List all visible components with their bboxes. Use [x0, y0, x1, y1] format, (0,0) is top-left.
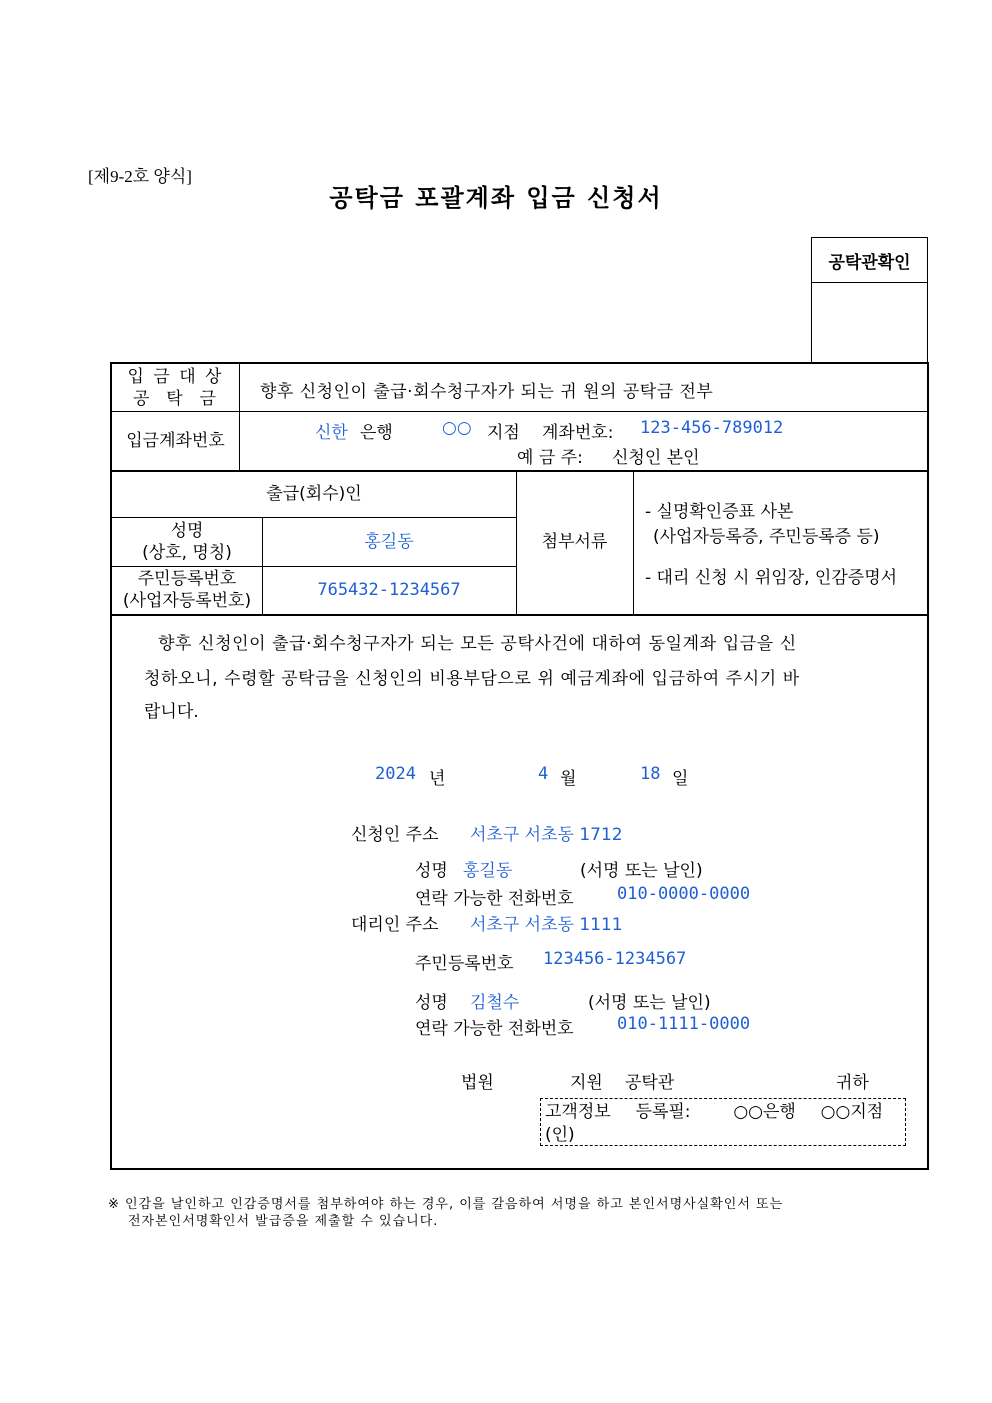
date-year: 2024 — [375, 764, 416, 784]
officer-confirm-label: 공탁관확인 — [812, 238, 927, 283]
footnote — [108, 1196, 908, 1230]
account-holder-label: 예 금 주: — [517, 448, 583, 468]
form-number: [제9-2호 양식] — [88, 167, 192, 186]
applicant-phone-label: 연락 가능한 전화번호 — [415, 889, 574, 909]
applicant-name: 홍길동 — [463, 861, 513, 881]
application-form-table — [110, 362, 929, 1170]
addressee-officer: 공탁관 — [625, 1073, 675, 1093]
branch-name: ○○ — [442, 418, 472, 438]
applicant-sign-note: (서명 또는 날인) — [580, 861, 703, 881]
agent-phone: 010-1111-0000 — [617, 1014, 751, 1034]
payee-name: 홍길동 — [364, 531, 414, 552]
stamp-line1-a: 고객정보 — [545, 1102, 611, 1122]
deposit-target-label — [112, 364, 239, 411]
body-line2: 청하오니, 수령할 공탁금을 신청인의 비용부담으로 위 예금계좌에 입금하여 주시기 바 — [144, 669, 800, 689]
agent-address: 서초구 서초동 1111 — [470, 915, 623, 935]
stamp-line1-d: ○○지점 — [820, 1102, 884, 1122]
stamp-line2: (인) — [545, 1125, 575, 1145]
deposit-target-value: 향후 신청인이 출급·회수청구자가 되는 귀 원의 공탁금 전부 — [260, 382, 714, 402]
payee-name-label — [112, 517, 262, 566]
attachment-item1-line1: - 실명확인증표 사본 — [645, 502, 794, 522]
payee-name-label-line1: 성명 — [170, 520, 204, 541]
agent-name: 김철수 — [470, 993, 520, 1013]
customer-info-stamp-box — [540, 1098, 906, 1146]
date-day-unit: 일 — [672, 769, 689, 789]
payee-reg-number: 765432-1234567 — [317, 580, 461, 600]
account-holder: 신청인 본인 — [612, 448, 700, 468]
agent-sign-note: (서명 또는 날인) — [588, 993, 711, 1013]
agent-name-label: 성명 — [415, 993, 448, 1013]
agent-reg-label: 주민등록번호 — [415, 954, 514, 974]
account-number: 123-456-789012 — [640, 418, 784, 438]
footnote-line1: ※ 인감을 날인하고 인감증명서를 첨부하여야 하는 경우, 이를 갈음하여 서명을 하고 본인서명사실확인서 또는 — [108, 1197, 784, 1212]
payee-reg-label-line1: 주민등록번호 — [137, 569, 237, 589]
date-month-unit: 월 — [560, 769, 577, 789]
footnote-line2: 전자본인서명확인서 발급증을 제출할 수 있습니다. — [128, 1214, 439, 1229]
branch-suffix: 지점 — [487, 423, 520, 443]
applicant-address: 서초구 서초동 1712 — [470, 825, 623, 845]
addressee-court: 법원 — [461, 1073, 494, 1093]
date-day: 18 — [640, 764, 661, 784]
attachments-label: 첨부서류 — [541, 532, 608, 552]
bank-name: 신한 — [315, 423, 348, 443]
officer-confirm-box — [811, 237, 928, 363]
agent-address-label: 대리인 주소 — [351, 915, 439, 935]
body-line1: 향후 신청인이 출급·회수청구자가 되는 모든 공탁사건에 대하여 동일계좌 입금을 신 — [158, 634, 797, 654]
applicant-phone: 010-0000-0000 — [617, 884, 751, 904]
stamp-line1-b: 등록필: — [635, 1102, 691, 1122]
applicant-name-label: 성명 — [415, 861, 448, 881]
attachment-item1-line2: (사업자등록증, 주민등록증 등) — [653, 527, 880, 547]
page-title: 공탁금 포괄계좌 입금 신청서 — [329, 184, 663, 212]
body-line3: 랍니다. — [144, 702, 199, 722]
applicant-address-label: 신청인 주소 — [351, 825, 439, 845]
payee-reg-label-line2: (사업자등록번호) — [122, 591, 252, 611]
agent-phone-label: 연락 가능한 전화번호 — [415, 1019, 574, 1039]
payee-name-label-line2: (상호, 명칭) — [142, 542, 232, 563]
agent-reg-number: 123456-1234567 — [543, 949, 687, 969]
account-number-label: 계좌번호: — [542, 423, 614, 443]
bank-suffix: 은행 — [360, 423, 393, 443]
payee-header: 출급(회수)인 — [266, 483, 362, 504]
addressee-honorific: 귀하 — [836, 1073, 869, 1093]
stamp-line1-c: ○○은행 — [733, 1102, 796, 1122]
deposit-target-label-line1: 입 금 대 상 — [127, 366, 224, 387]
attachment-item2: - 대리 신청 시 위임장, 인감증명서 — [645, 568, 898, 588]
date-month: 4 — [538, 764, 549, 784]
date-year-unit: 년 — [429, 769, 446, 789]
addressee-branch: 지원 — [570, 1073, 603, 1093]
deposit-target-label-line2: 공 탁 금 — [133, 388, 218, 409]
account-label: 입금계좌번호 — [126, 430, 225, 451]
payee-reg-label — [112, 566, 262, 614]
